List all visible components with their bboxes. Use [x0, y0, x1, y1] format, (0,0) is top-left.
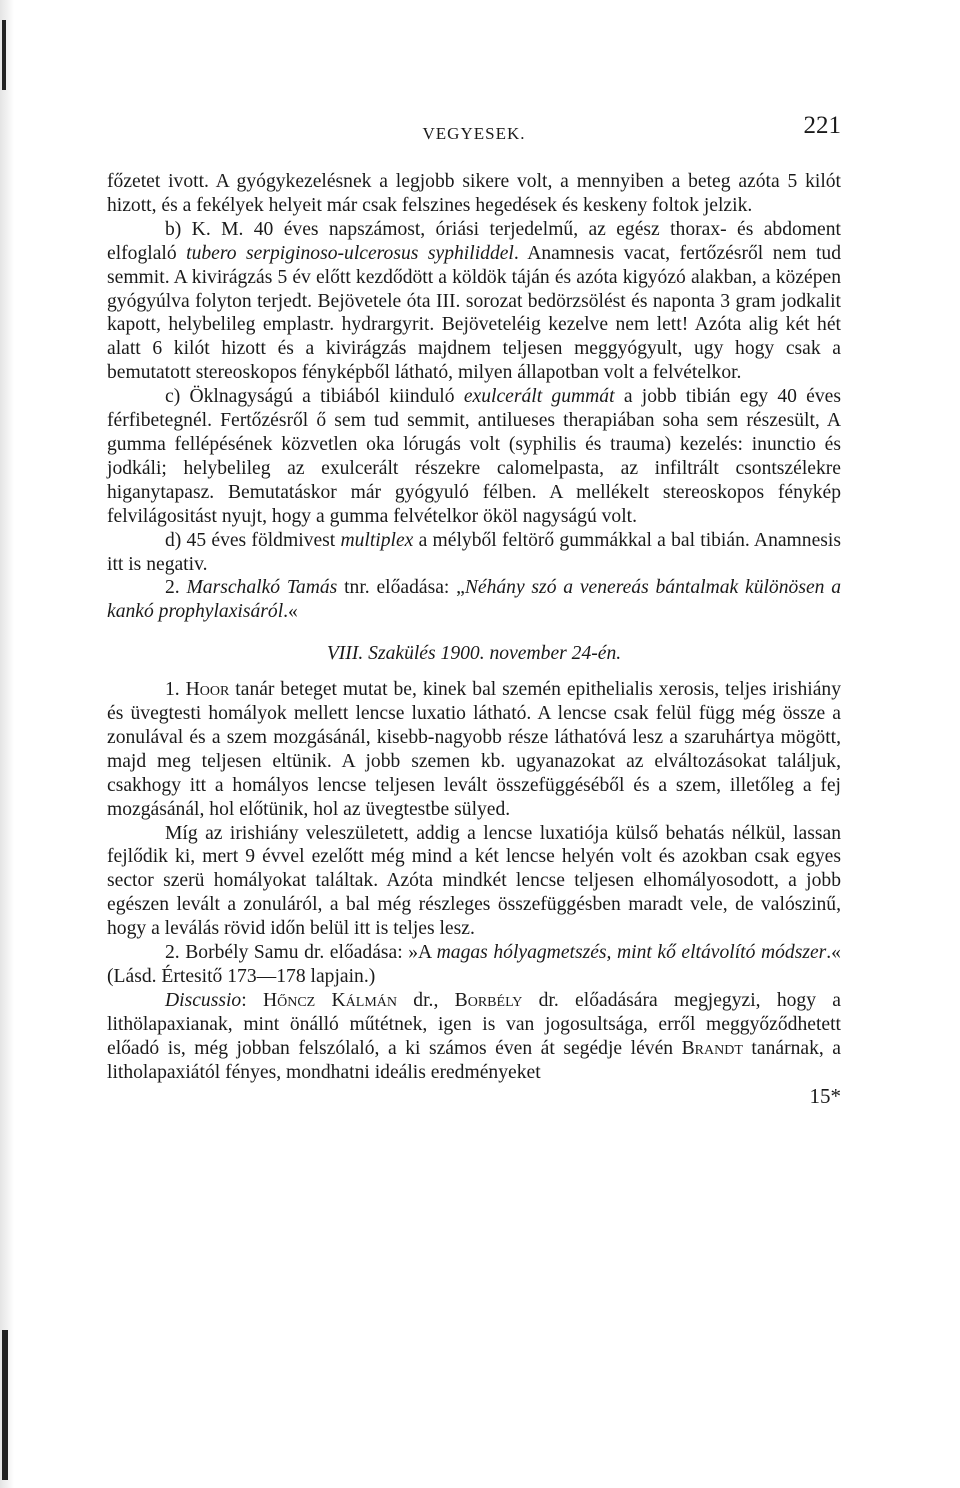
page-header: [107, 112, 841, 170]
text-run: b) K. M. 40 éves napszámost, óriási terjedelmű, az egész thorax- és abdoment elfoglaló: [107, 218, 841, 264]
scan-edge: [0, 0, 14, 1488]
section-heading: VIII. Szakülés 1900. november 24-én.: [326, 643, 622, 665]
paragraph: [107, 989, 841, 1085]
text-run: tanárnak, a litholapaxiától fényes, mondhatni ideális eredményeket: [107, 1037, 842, 1083]
scan-mark: [2, 1330, 8, 1480]
paragraph: [107, 822, 841, 942]
signature-mark: 15*: [809, 1083, 841, 1108]
document-page: [107, 112, 842, 1108]
text-run: tanár beteget mutat be, kinek bal szemén epithelialis xerosis, teljes irishiány és üvegtesti homályok mellett lencse luxatio látható. A lencse csak felül függ még össze a zonulával és a szem mozgásánál, kisebb-nagyobb része láthatóvá lesz a szaruhártya mögött, majd meg teljesen eltünik. A jobb szemen kb. ugyanazokat az elváltozásokat találjuk, csakhogy itt a homályos lencse teljesen levált összefüggéséből és a szem, illetőleg a fej mozgásánál, hol előtünik, hol az üvegtestbe sülyed.: [107, 679, 841, 820]
text-run: d) 45 éves földmivest: [165, 529, 341, 551]
text-run: a mélyből feltörő gummákkal a bal tibián. Anamnesis itt is negativ.: [107, 529, 841, 575]
text-run: a jobb tibián egy 40 éves férfibetegnél. Fertőzésről ő sem tud semmit, antilueses therapiában soha sem részesült, A gumma fellépésének közvetlen oka lórugás volt (syphilis és trauma) kezelés: inunctio és jodkáli; helybelileg az exulcerált részekre calomelpasta, az infiltrált csontszélekre higanytapasz. Bemutatáskor már gyógyuló félben. A mellékelt stereoskopos fénykép felvilágositást nyujt, hogy a gumma felvételkor ököl nagyságú volt.: [107, 386, 842, 527]
text-run: 2.: [165, 577, 187, 599]
name-smallcaps: Brandt: [681, 1037, 743, 1059]
italic-text: multiplex: [340, 529, 414, 551]
text-run: 2. Borbély Samu dr. előadása: »A: [165, 942, 437, 964]
text-run: tnr. előadása: „: [337, 577, 465, 599]
text-run: :: [241, 989, 263, 1011]
text-run: c) Öklnagyságú a tibiából kiinduló: [165, 386, 464, 408]
italic-text: exulcerált gummát: [463, 386, 615, 408]
italic-text: Néhány szó a venereás bántalmak különösen a kankó prophylaxisáról: [107, 577, 842, 623]
text-run: dr.,: [397, 989, 455, 1011]
running-head: VEGYESEK.: [422, 124, 526, 143]
body-text-part-1: [107, 170, 841, 624]
name-smallcaps: Borbély: [454, 989, 523, 1011]
paragraph: [107, 941, 841, 989]
paragraph: [107, 385, 841, 528]
italic-text: Discussio: [165, 989, 242, 1011]
text-run: . Anamnesis vacat, fertőzésről nem tud semmit. A kivirágzás 5 év előtt kezdődött a köldök táján és azóta kigyózó alakban, a középen gyógyúlva folyton terjedt. Bejövetele óta III. sorozat bedörzsölést és naponta 3 gram jodkalit kapott, helybelileg emplastr. hydrargyrit. Bejöveteléig kezelve nem lett! Azóta alig két hét alatt 6 kilót hizott és a kivirágzás majdnem teljesen meggyógyult, ugy hogy csak a bemutatott stereoskopos fényképből látható, milyen állapotban volt a felvételkor.: [107, 242, 842, 384]
text-run: dr. előadására megjegyzi, hogy a lithölapaxianak, mint önálló műtétnek, igen is van jogosultsága, erről meggyőződhetett előadó is, még jobban felszólaló, a ki számos éven át segédje lévén: [107, 989, 842, 1059]
paragraph: [107, 678, 841, 821]
italic-text: tubero serpiginoso-ulcerosus syphiliddel: [186, 242, 514, 264]
paragraph: [107, 576, 841, 624]
paragraph: [107, 529, 841, 577]
italic-text: magas hólyagmetszés, mint kő eltávolító módszer: [436, 942, 827, 964]
text-run: .« (Lásd. Értesitő 173—178 lapjain.): [107, 942, 841, 987]
page-number: 221: [803, 112, 841, 139]
text-run: Míg az irishiány veleszületett, addig a lencse luxatiója külső behatás nélkül, lassan fejlődik ki, mert 9 évvel ezelőtt még mind a két lencse helyén volt és azokban csak egyes sector szerü homályokat találtak. Azóta mindkét lencse teljesen elhomályosodott, a jobb egészen levált a zonuláról, a bal még részleges összefüggésben maradt vele, de valószinű, hogy a leválás rövid időn belül itt is teljes lesz.: [107, 822, 841, 940]
name-smallcaps: Hoor: [185, 679, 230, 701]
name-smallcaps: Hőncz Kálmán: [262, 989, 398, 1011]
body-text-part-2: [107, 678, 841, 1084]
text-run: .«: [283, 601, 298, 623]
text-run: 1.: [165, 679, 186, 701]
scan-mark: [2, 20, 6, 90]
italic-text: Marschalkó Tamás: [186, 577, 338, 599]
paragraph: [107, 218, 841, 385]
paragraph: főzetet ivott. A gyógykezelésnek a legjobb sikere volt, a mennyiben a beteg azóta 5 kilót hizott, és a fekélyek helyeit már csak felszines hegedések és keskeny foltok jelzik.: [107, 171, 841, 216]
